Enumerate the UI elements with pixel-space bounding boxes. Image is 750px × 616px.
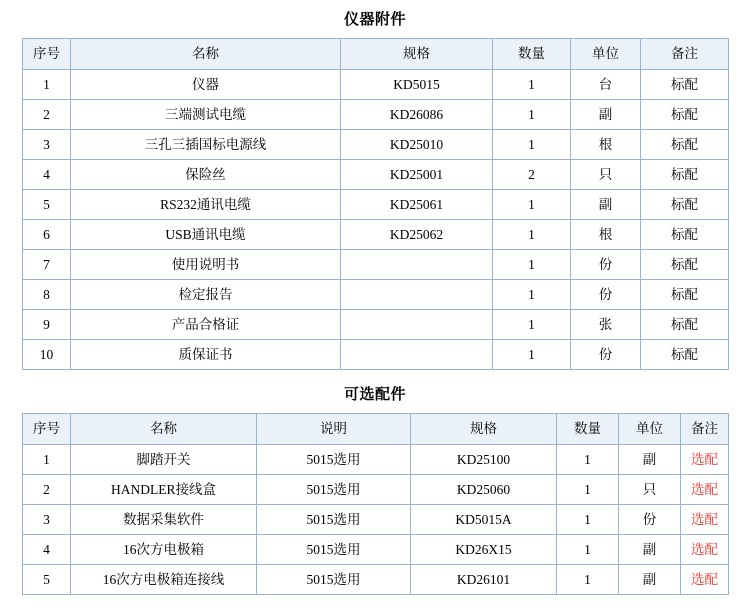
table-row bbox=[23, 340, 729, 370]
cell-name: RS232通讯电缆 bbox=[71, 190, 341, 220]
column-header-name: 名称 bbox=[71, 39, 341, 70]
cell-index: 4 bbox=[23, 160, 71, 190]
cell-remark: 标配 bbox=[641, 190, 729, 220]
cell-unit: 副 bbox=[571, 100, 641, 130]
column-header-unit: 单位 bbox=[619, 414, 681, 445]
cell-quantity: 1 bbox=[557, 565, 619, 595]
cell-unit: 份 bbox=[571, 250, 641, 280]
cell-quantity: 2 bbox=[493, 160, 571, 190]
column-header-index: 序号 bbox=[23, 414, 71, 445]
cell-unit: 根 bbox=[571, 220, 641, 250]
cell-name: 脚踏开关 bbox=[71, 445, 257, 475]
cell-quantity: 1 bbox=[557, 475, 619, 505]
cell-spec: KD25061 bbox=[341, 190, 493, 220]
cell-spec: KD5015 bbox=[341, 70, 493, 100]
cell-index: 9 bbox=[23, 310, 71, 340]
cell-spec: KD25100 bbox=[411, 445, 557, 475]
cell-unit: 只 bbox=[619, 475, 681, 505]
column-header-quantity: 数量 bbox=[493, 39, 571, 70]
accessories-title: 仪器附件 bbox=[343, 11, 406, 28]
cell-spec: KD5015A bbox=[411, 505, 557, 535]
cell-quantity: 1 bbox=[493, 280, 571, 310]
cell-quantity: 1 bbox=[493, 340, 571, 370]
cell-quantity: 1 bbox=[493, 190, 571, 220]
cell-name: 产品合格证 bbox=[71, 310, 341, 340]
cell-index: 3 bbox=[23, 505, 71, 535]
table-row bbox=[23, 130, 729, 160]
table-header-row bbox=[23, 414, 729, 445]
cell-remark: 标配 bbox=[641, 100, 729, 130]
cell-spec: KD25010 bbox=[341, 130, 493, 160]
cell-name: 16次方电极箱 bbox=[71, 535, 257, 565]
cell-name: 三孔三插国标电源线 bbox=[71, 130, 341, 160]
column-header-description: 说明 bbox=[257, 414, 411, 445]
cell-remark: 选配 bbox=[681, 565, 729, 595]
cell-remark: 选配 bbox=[681, 475, 729, 505]
cell-remark: 标配 bbox=[641, 340, 729, 370]
column-header-spec: 规格 bbox=[341, 39, 493, 70]
table-row bbox=[23, 100, 729, 130]
cell-name: 仪器 bbox=[71, 70, 341, 100]
table-row bbox=[23, 310, 729, 340]
cell-remark: 标配 bbox=[641, 70, 729, 100]
cell-name: 16次方电极箱连接线 bbox=[71, 565, 257, 595]
cell-quantity: 1 bbox=[557, 505, 619, 535]
cell-index: 3 bbox=[23, 130, 71, 160]
table-row bbox=[23, 280, 729, 310]
cell-description: 5015选用 bbox=[257, 475, 411, 505]
table-row bbox=[23, 220, 729, 250]
cell-quantity: 1 bbox=[557, 445, 619, 475]
cell-remark: 标配 bbox=[641, 280, 729, 310]
cell-name: 数据采集软件 bbox=[71, 505, 257, 535]
table-row bbox=[23, 535, 729, 565]
cell-spec: KD25062 bbox=[341, 220, 493, 250]
column-header-quantity: 数量 bbox=[557, 414, 619, 445]
cell-remark: 选配 bbox=[681, 505, 729, 535]
optional-title: 可选配件 bbox=[343, 386, 406, 403]
cell-spec bbox=[341, 280, 493, 310]
column-header-index: 序号 bbox=[23, 39, 71, 70]
cell-spec: KD26086 bbox=[341, 100, 493, 130]
cell-unit: 副 bbox=[619, 565, 681, 595]
table-row bbox=[23, 250, 729, 280]
cell-remark: 标配 bbox=[641, 220, 729, 250]
column-header-unit: 单位 bbox=[571, 39, 641, 70]
cell-unit: 副 bbox=[619, 535, 681, 565]
cell-name: HANDLER接线盒 bbox=[71, 475, 257, 505]
optional-accessories-table bbox=[22, 413, 729, 595]
cell-unit: 副 bbox=[571, 190, 641, 220]
cell-index: 6 bbox=[23, 220, 71, 250]
cell-spec bbox=[341, 340, 493, 370]
cell-name: 三端测试电缆 bbox=[71, 100, 341, 130]
cell-unit: 份 bbox=[619, 505, 681, 535]
table-row bbox=[23, 190, 729, 220]
table-row bbox=[23, 505, 729, 535]
cell-index: 2 bbox=[23, 100, 71, 130]
cell-name: 使用说明书 bbox=[71, 250, 341, 280]
cell-quantity: 1 bbox=[493, 70, 571, 100]
column-header-remark: 备注 bbox=[681, 414, 729, 445]
cell-spec: KD25060 bbox=[411, 475, 557, 505]
cell-spec bbox=[341, 310, 493, 340]
cell-index: 5 bbox=[23, 190, 71, 220]
cell-remark: 标配 bbox=[641, 310, 729, 340]
cell-name: 检定报告 bbox=[71, 280, 341, 310]
table-row bbox=[23, 70, 729, 100]
cell-quantity: 1 bbox=[493, 130, 571, 160]
cell-remark: 标配 bbox=[641, 130, 729, 160]
cell-quantity: 1 bbox=[493, 220, 571, 250]
cell-spec bbox=[341, 250, 493, 280]
cell-description: 5015选用 bbox=[257, 565, 411, 595]
table-header-row bbox=[23, 39, 729, 70]
cell-description: 5015选用 bbox=[257, 535, 411, 565]
cell-unit: 根 bbox=[571, 130, 641, 160]
cell-index: 2 bbox=[23, 475, 71, 505]
cell-remark: 选配 bbox=[681, 535, 729, 565]
cell-unit: 副 bbox=[619, 445, 681, 475]
cell-quantity: 1 bbox=[493, 100, 571, 130]
column-header-spec: 规格 bbox=[411, 414, 557, 445]
cell-unit: 张 bbox=[571, 310, 641, 340]
cell-index: 1 bbox=[23, 445, 71, 475]
cell-name: 质保证书 bbox=[71, 340, 341, 370]
document-page bbox=[0, 8, 750, 595]
cell-index: 1 bbox=[23, 70, 71, 100]
cell-description: 5015选用 bbox=[257, 445, 411, 475]
cell-quantity: 1 bbox=[493, 310, 571, 340]
cell-name: USB通讯电缆 bbox=[71, 220, 341, 250]
cell-index: 10 bbox=[23, 340, 71, 370]
cell-spec: KD26X15 bbox=[411, 535, 557, 565]
table-row bbox=[23, 475, 729, 505]
cell-description: 5015选用 bbox=[257, 505, 411, 535]
cell-remark: 标配 bbox=[641, 160, 729, 190]
cell-spec: KD25001 bbox=[341, 160, 493, 190]
cell-index: 4 bbox=[23, 535, 71, 565]
cell-unit: 台 bbox=[571, 70, 641, 100]
cell-index: 5 bbox=[23, 565, 71, 595]
accessories-table bbox=[22, 38, 729, 370]
column-header-name: 名称 bbox=[71, 414, 257, 445]
column-header-remark: 备注 bbox=[641, 39, 729, 70]
cell-quantity: 1 bbox=[557, 535, 619, 565]
cell-unit: 份 bbox=[571, 340, 641, 370]
cell-unit: 只 bbox=[571, 160, 641, 190]
cell-spec: KD26101 bbox=[411, 565, 557, 595]
cell-index: 8 bbox=[23, 280, 71, 310]
cell-index: 7 bbox=[23, 250, 71, 280]
cell-quantity: 1 bbox=[493, 250, 571, 280]
cell-name: 保险丝 bbox=[71, 160, 341, 190]
cell-unit: 份 bbox=[571, 280, 641, 310]
cell-remark: 标配 bbox=[641, 250, 729, 280]
table-row bbox=[23, 160, 729, 190]
table-row bbox=[23, 445, 729, 475]
cell-remark: 选配 bbox=[681, 445, 729, 475]
table-row bbox=[23, 565, 729, 595]
